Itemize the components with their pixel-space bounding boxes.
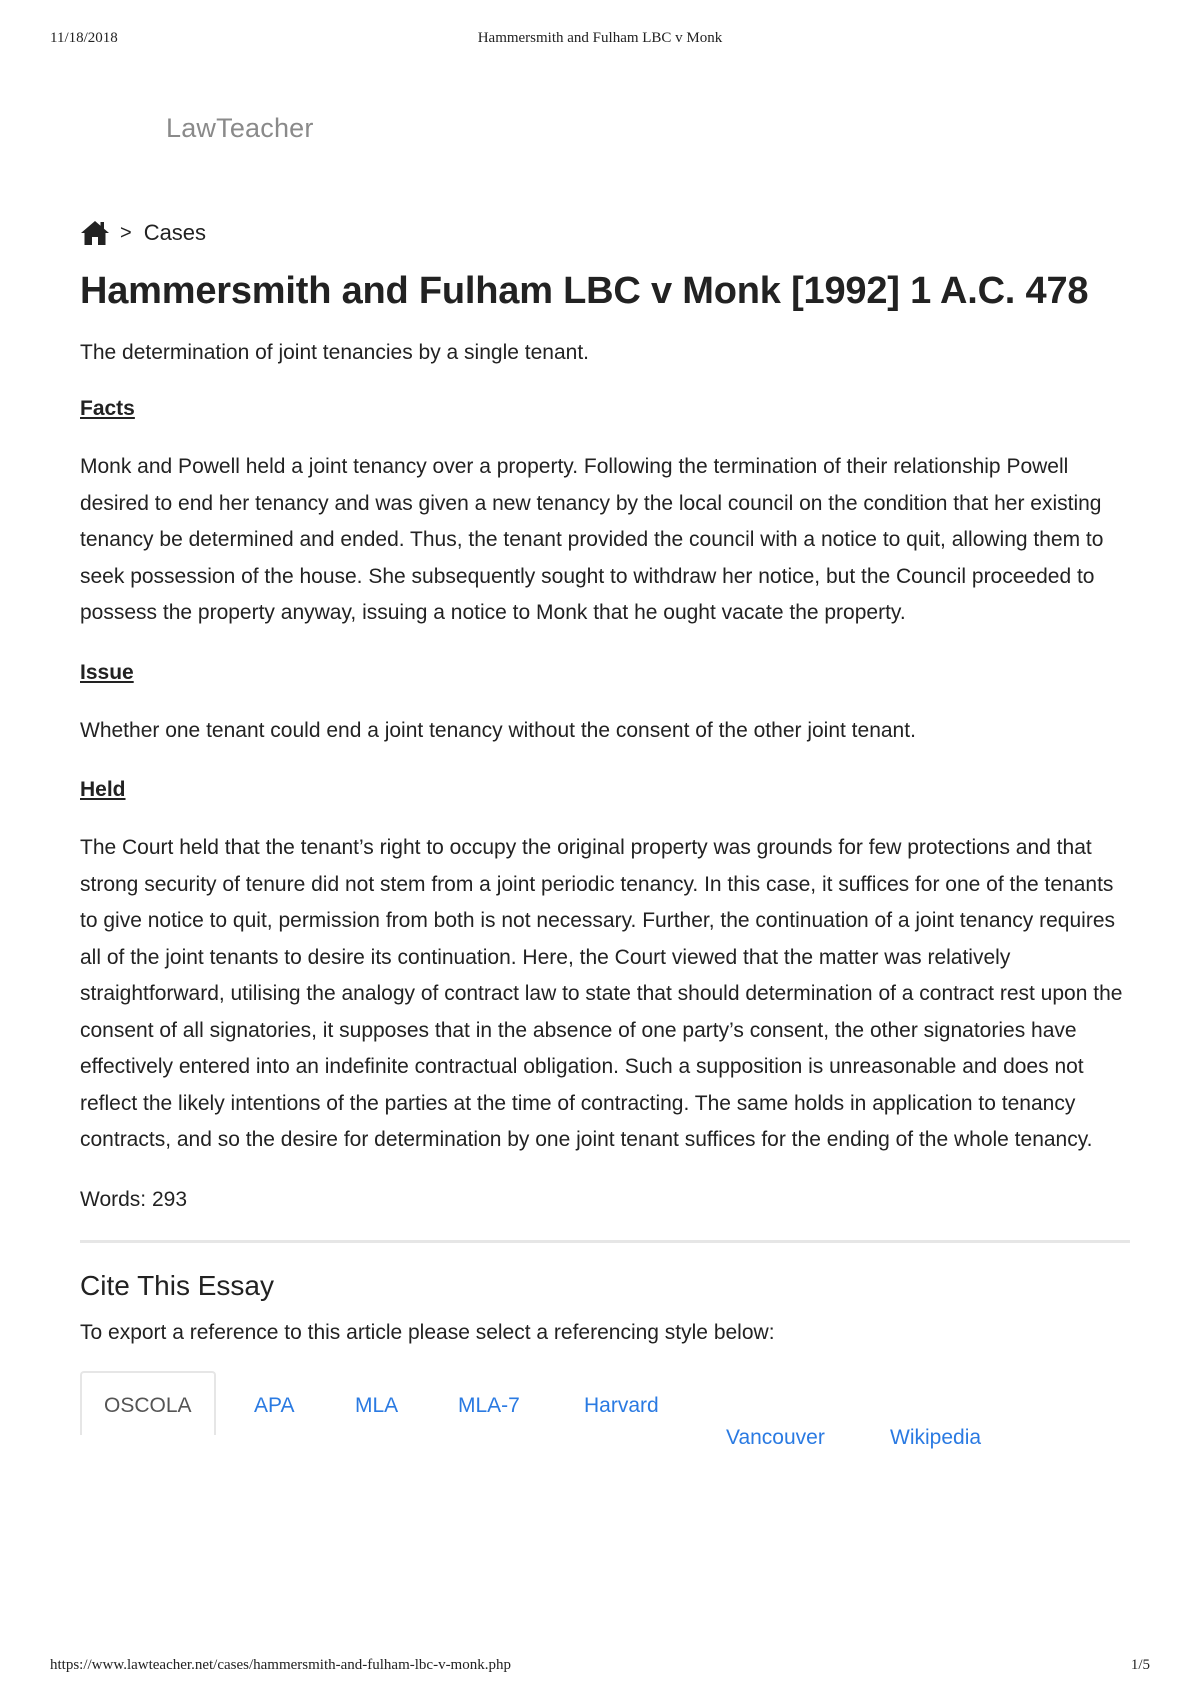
breadcrumb — [80, 218, 1132, 248]
cite-title: Cite This Essay — [80, 1269, 274, 1301]
issue-paragraph: Whether one tenant could end a joint tenancy without the consent of the other joint tenant. — [80, 718, 916, 742]
facts-heading: Facts — [80, 397, 135, 420]
tab-harvard[interactable]: Harvard — [584, 1393, 659, 1417]
referencing-style-tabs — [80, 1371, 1132, 1461]
print-header — [50, 30, 1150, 50]
article-subtitle: The determination of joint tenancies by a single tenant. — [80, 341, 589, 364]
tab-apa[interactable]: APA — [254, 1393, 295, 1417]
print-date: 11/18/2018 — [50, 30, 118, 46]
word-count: Words: 293 — [80, 1187, 187, 1211]
held-heading: Held — [80, 778, 126, 801]
facts-paragraph: Monk and Powell held a joint tenancy over a property. Following the termination of their relationship Powell desired to end her tenancy and was given a new tenancy by the local council on the condition that her existing tenancy be determined and ended. Thus, the tenant provided the council with a notice to quit, allowing them to seek possession of the house. She subsequently sought to withdraw her notice, but the Council proceeded to possess the property anyway, issuing a notice to Monk that he ought vacate the property. — [80, 455, 1104, 624]
tab-wikipedia[interactable]: Wikipedia — [890, 1425, 982, 1449]
section-divider — [80, 1240, 1130, 1243]
print-doc-title: Hammersmith and Fulham LBC v Monk — [477, 30, 723, 46]
main-content — [80, 218, 1132, 1461]
site-logo[interactable]: LawTeacher — [166, 113, 314, 143]
tab-mla[interactable]: MLA — [355, 1393, 399, 1417]
print-page-number: 1/5 — [1130, 1657, 1150, 1673]
issue-heading: Issue — [80, 660, 134, 684]
breadcrumb-cases[interactable]: Cases — [143, 220, 207, 245]
tab-mla-7[interactable]: MLA-7 — [458, 1393, 520, 1417]
cite-description: To export a reference to this article please select a referencing style below: — [80, 1320, 775, 1344]
held-paragraph: The Court held that the tenant’s right to occupy the original property was grounds for few protections and that strong security of tenure did not stem from a joint periodic tenancy. In this case, it suffices for one of the tenants to give notice to quit, permission from both is not necessary. Further, the continuation of a joint tenancy requires all of the joint tenants to desire its continuation. Here, the Court viewed that the matter was relatively straightforward, utilising the analogy of contract law to state that should determination of a contract rest upon the consent of all signatories, it supposes that in the absence of one party’s consent, the other signatories have effectively entered into an indefinite contractual obligation. Such a supposition is unreasonable and does not reflect the likely intentions of the parties at the time of contracting. The same holds in application to tenancy contracts, and so the desire for determination by one joint tenant suffices for the ending of the whole tenancy. — [80, 836, 1123, 1151]
home-icon[interactable] — [80, 220, 110, 246]
tab-oscola[interactable]: OSCOLA — [80, 1371, 216, 1435]
page-title: Hammersmith and Fulham LBC v Monk [1992] 1 A.C. 478 — [80, 270, 1089, 312]
print-url: https://www.lawteacher.net/cases/hammersmith-and-fulham-lbc-v-monk.php — [50, 1657, 511, 1673]
breadcrumb-separator: > — [120, 221, 132, 244]
print-footer — [50, 1657, 1150, 1677]
tab-vancouver[interactable]: Vancouver — [726, 1425, 825, 1449]
